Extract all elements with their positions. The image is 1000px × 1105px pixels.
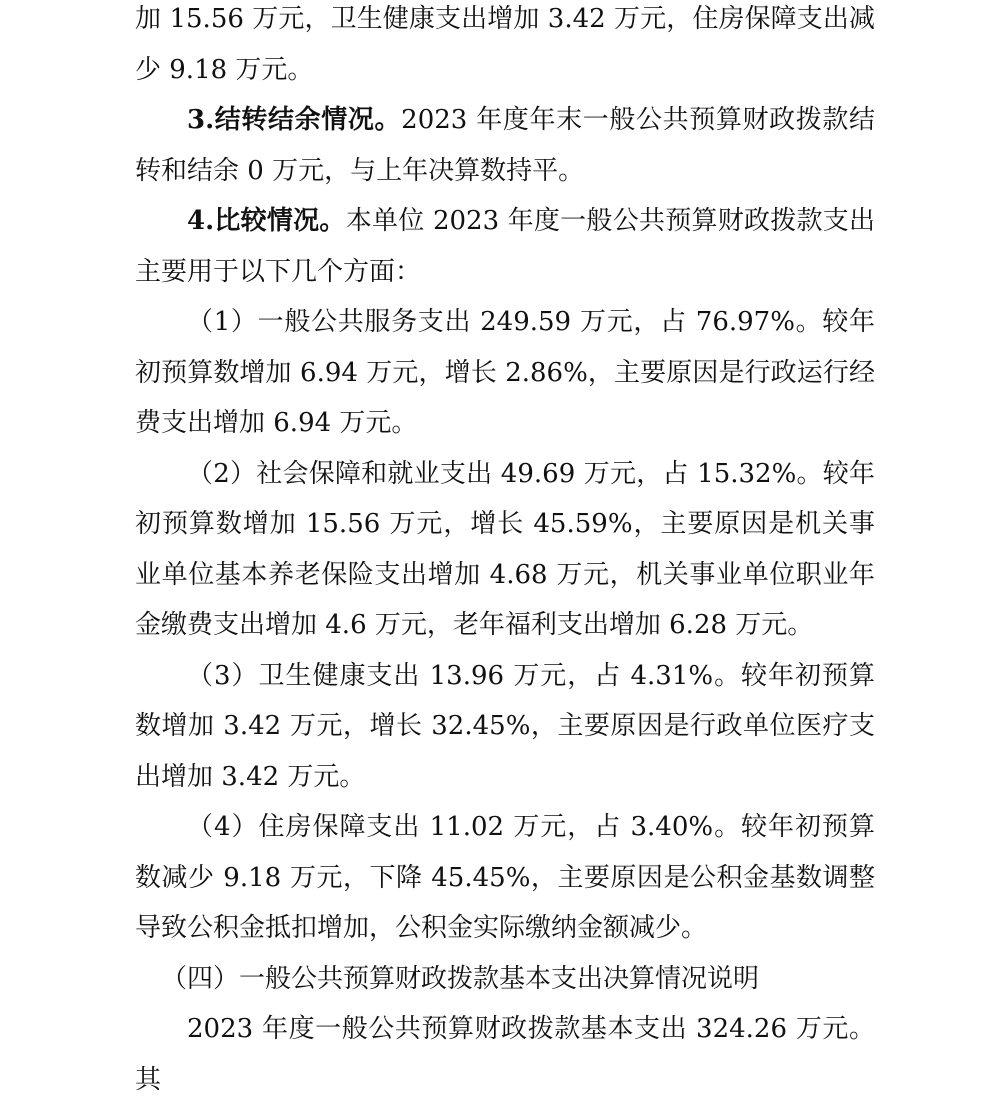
section-heading — [135, 954, 875, 1005]
paragraph-item-housing — [135, 802, 875, 954]
paragraph-item-health — [135, 651, 875, 803]
heading-text: （四）一般公共预算财政拨款基本支出决算情况说明 — [161, 963, 760, 994]
paragraph-item-social-security — [135, 449, 875, 651]
paragraph-comparison — [135, 196, 875, 297]
document-page — [135, 0, 875, 1105]
paragraph-lead: 4.比较情况。 — [187, 206, 346, 236]
paragraph-basic-expenditure — [135, 1004, 875, 1105]
paragraph-item-general-public-services — [135, 297, 875, 449]
paragraph-text: 2023 年度一般公共预算财政拨款基本支出 324.26 万元。其 — [135, 1014, 875, 1095]
paragraph-text: （2）社会保障和就业支出 49.69 万元，占 15.32%。较年初预算数增加 15.56 万元，增长 45.59%，主要原因是机关事业单位基本养老保险支出增加 4.68 万元，机关事业单位职业年金缴费支出增加 4.6 万元，老年福利支出增加 6.28 万元。 — [135, 458, 875, 640]
paragraph-text: （4）住房保障支出 11.02 万元，占 3.40%。较年初预算数减少 9.18 万元，下降 45.45%，主要原因是公积金基数调整导致公积金抵扣增加，公积金实际缴纳金额减少。 — [135, 812, 875, 943]
paragraph-carryover-balance — [135, 95, 875, 196]
paragraph-text: 本单位 2023 年度一般公共预算财政拨款支出主要用于以下几个方面： — [135, 206, 875, 287]
paragraph-lead: 3.结转结余情况。 — [187, 105, 402, 135]
paragraph-text: （1）一般公共服务支出 249.59 万元，占 76.97%。较年初预算数增加 6.94 万元，增长 2.86%，主要原因是行政运行经费支出增加 6.94 万元。 — [135, 307, 875, 438]
paragraph-text: （3）卫生健康支出 13.96 万元，占 4.31%。较年初预算数增加 3.42 万元，增长 32.45%，主要原因是行政单位医疗支出增加 3.42 万元。 — [135, 660, 875, 792]
paragraph-continuation — [135, 0, 875, 95]
paragraph-text: 2023 年度年末一般公共预算财政拨款结转和结余 0 万元，与上年决算数持平。 — [135, 105, 875, 186]
paragraph-text: 加 15.56 万元，卫生健康支出增加 3.42 万元，住房保障支出减少 9.18 万元。 — [135, 4, 875, 85]
